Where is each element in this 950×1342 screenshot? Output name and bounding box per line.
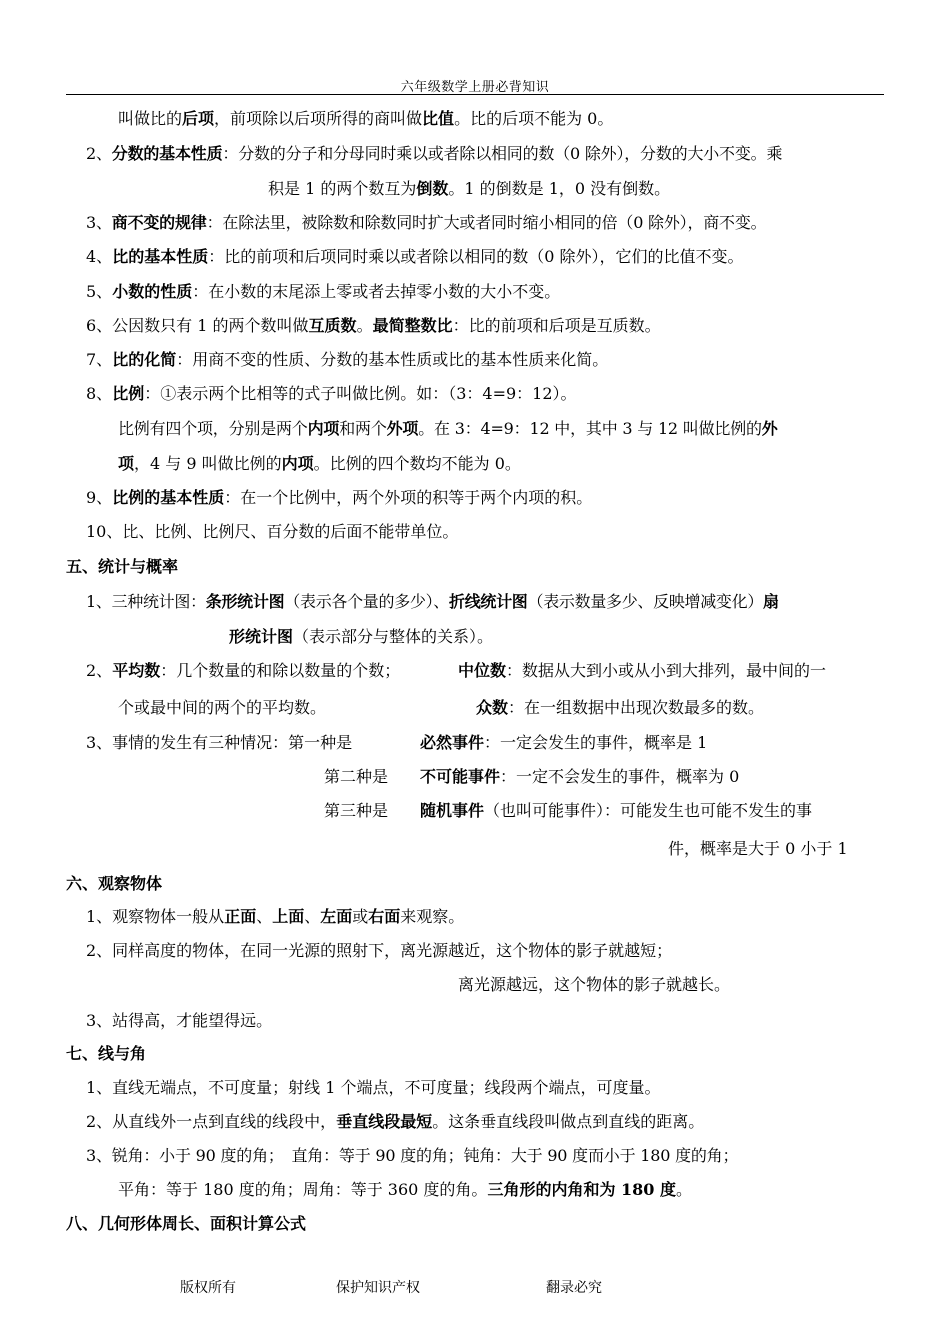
section-heading: 五、统计与概率 [66, 557, 179, 576]
bold-term: 后项 [182, 109, 215, 128]
text-run: ，前项除以后项所得的商叫做 [214, 109, 423, 128]
text-run: ：在小数的末尾添上零或者去掉零小数的大小不变。 [192, 282, 561, 301]
text-run: ：比的前项和后项同时乘以或者除以相同的数（0 除外），它们的比值不变。 [208, 247, 744, 266]
bold-term: 扇 [763, 592, 779, 611]
text-line [118, 418, 778, 440]
text-line [86, 487, 592, 509]
item-number: 2、 [86, 661, 113, 680]
text-line [118, 697, 326, 719]
text-run: 3、锐角：小于 90 度的角； 直角：等于 90 度的角；钝角：大于 90 度而小于 180 度的角； [86, 1146, 739, 1165]
text-run: ：在一个比例中，两个外项的积等于两个内项的积。 [224, 488, 593, 507]
text-run: ：用商不变的性质、分数的基本性质或比的基本性质来化简。 [176, 350, 609, 369]
text-run: 。 [675, 1180, 692, 1199]
text-line [86, 315, 661, 337]
bold-term: 比例的基本性质 [112, 488, 225, 507]
text-line [86, 521, 458, 543]
bold-term: 互质数 [308, 316, 357, 335]
text-line [118, 453, 521, 475]
text-line [420, 732, 707, 754]
header-rule [66, 94, 884, 95]
text-run: 。这条垂直线段叫做点到直线的距离。 [432, 1112, 705, 1131]
text-line [420, 800, 812, 822]
text-run: 第二种是 [324, 767, 389, 786]
text-run: ：一定会发生的事件，概率是 1 [484, 733, 708, 752]
page-header-title: 六年级数学上册必背知识 [400, 80, 550, 95]
text-run: 第三种是 [324, 801, 389, 820]
item-number: 9、 [86, 488, 113, 507]
footer-reproduction-notice: 翻录必究 [546, 1280, 602, 1296]
text-run: 2、从直线外一点到直线的线段中， [86, 1112, 337, 1131]
text-line [118, 108, 613, 130]
bold-term: 分数的基本性质 [111, 144, 223, 163]
text-run: 比例有四个项，分别是两个 [118, 419, 308, 438]
bold-term: 上面 [272, 907, 305, 926]
bold-term: 内项 [281, 454, 314, 473]
text-line [86, 246, 743, 268]
bold-term: 垂直线段最短 [336, 1112, 433, 1131]
text-line [86, 1145, 738, 1167]
text-line [420, 766, 739, 788]
text-run: 10、比、比例、比例尺、百分数的后面不能带单位。 [86, 522, 459, 541]
text-run: 6、公因数只有 1 的两个数叫做 [86, 316, 309, 335]
text-run: 3、站得高，才能望得远。 [86, 1011, 273, 1030]
text-run: ：比的前项和后项是互质数。 [452, 316, 661, 335]
text-run: 。在 3：4=9：12 中，其中 3 与 12 叫做比例的 [418, 419, 762, 438]
footer-ip-notice: 保护知识产权 [336, 1280, 420, 1296]
bold-term: 商不变的规律 [111, 213, 207, 232]
bold-term: 比值 [422, 109, 455, 128]
text-run: 件，概率是大于 0 小于 1 [668, 839, 848, 858]
text-line [86, 1010, 272, 1032]
bold-term: 最简整数比 [372, 316, 453, 335]
section-heading: 六、观察物体 [66, 874, 163, 893]
bold-term: 倒数 [416, 179, 449, 198]
text-run: 、 [256, 907, 273, 926]
text-run: ：分数的分子和分母同时乘以或者除以相同的数（0 除外），分数的大小不变。乘 [222, 144, 783, 163]
text-run: （表示部分与整体的关系）。 [293, 627, 494, 646]
bold-term: 中位数 [458, 661, 507, 680]
text-line [86, 732, 352, 754]
text-line [324, 800, 388, 822]
bold-term: 条形统计图 [205, 592, 285, 611]
text-run: ：在除法里，被除数和除数同时扩大或者同时缩小相同的倍（0 除外），商不变。 [206, 213, 767, 232]
item-number: 3、 [86, 213, 112, 232]
text-line [458, 660, 826, 682]
text-run: 积是 1 的两个数互为 [268, 179, 417, 198]
text-line [229, 626, 493, 648]
section-heading: 八、几何形体周长、面积计算公式 [66, 1214, 307, 1233]
text-run: ：几个数量的和除以数量的个数； [160, 661, 401, 680]
bold-term: 正面 [224, 907, 257, 926]
text-run: 和两个 [339, 419, 387, 438]
text-run: 1、直线无端点，不可度量；射线 1 个端点，不可度量；线段两个端点，可度量。 [86, 1078, 661, 1097]
text-run: 1、三种统计图： [86, 592, 206, 611]
text-line [86, 212, 766, 234]
bold-term: 随机事件 [420, 801, 485, 820]
text-line [86, 1111, 704, 1133]
text-run: ：数据从大到小或从小到大排列，最中间的一 [506, 661, 827, 680]
bold-term: 必然事件 [420, 733, 485, 752]
bold-term: 外 [761, 419, 778, 438]
text-line [86, 591, 779, 613]
text-run: （表示各个量的多少）、 [284, 592, 449, 611]
bold-term: 比例 [112, 384, 145, 403]
item-number: 5、 [86, 282, 113, 301]
text-run: 平角：等于 180 度的角；周角：等于 360 度的角。 [118, 1180, 488, 1199]
text-run: ：在一组数据中出现次数最多的数。 [508, 698, 765, 717]
text-line [458, 974, 730, 996]
bold-term: 外项 [386, 419, 419, 438]
text-line [86, 143, 782, 165]
text-line [86, 281, 560, 303]
text-line [86, 1077, 661, 1099]
item-number: 7、 [86, 350, 113, 369]
item-number: 2、 [86, 144, 112, 163]
bold-term: 项 [118, 454, 135, 473]
item-number: 4、 [86, 247, 113, 266]
text-line [86, 349, 608, 371]
text-run: 或 [352, 907, 369, 926]
bold-term: 平均数 [112, 661, 161, 680]
text-run: （表示数量多少、反映增减变化） [527, 592, 764, 611]
text-line [668, 838, 848, 860]
text-run: 。比例的四个数均不能为 0。 [313, 454, 521, 473]
bold-term: 左面 [320, 907, 353, 926]
text-run: 离光源越远，这个物体的影子就越长。 [458, 975, 731, 994]
text-line [86, 383, 577, 405]
text-run: 1、观察物体一般从 [86, 907, 225, 926]
text-line [324, 766, 388, 788]
bold-term: 小数的性质 [112, 282, 193, 301]
bold-term: 众数 [476, 698, 509, 717]
text-line [118, 1179, 692, 1201]
text-run: 、 [304, 907, 321, 926]
bold-term: 三角形的内角和为 180 度 [487, 1180, 676, 1199]
bold-term: 比的化简 [112, 350, 177, 369]
text-run: 2、同样高度的物体，在同一光源的照射下，离光源越近，这个物体的影子就越短； [86, 941, 673, 960]
text-line [86, 906, 464, 928]
text-line [476, 697, 764, 719]
text-run: ：一定不会发生的事件，概率为 0 [500, 767, 740, 786]
text-run: ，4 与 9 叫做比例的 [134, 454, 282, 473]
text-run: 叫做比的 [118, 109, 183, 128]
text-line [86, 660, 400, 682]
bold-term: 比的基本性质 [112, 247, 209, 266]
text-run: （也叫可能事件）：可能发生也可能不发生的事 [484, 801, 813, 820]
text-run: 3、事情的发生有三种情况：第一种是 [86, 733, 353, 752]
footer-copyright: 版权所有 [180, 1280, 236, 1296]
text-run: 。 [356, 316, 373, 335]
item-number: 8、 [86, 384, 113, 403]
text-line [268, 178, 670, 200]
bold-term: 折线统计图 [449, 592, 528, 611]
text-run: 来观察。 [400, 907, 465, 926]
bold-term: 不可能事件 [420, 767, 501, 786]
text-run: 。比的后项不能为 0。 [454, 109, 614, 128]
bold-term: 内项 [307, 419, 340, 438]
text-run: ：①表示两个比相等的式子叫做比例。如：（3：4=9：12）。 [144, 384, 577, 403]
text-run: 个或最中间的两个的平均数。 [118, 698, 327, 717]
bold-term: 右面 [368, 907, 401, 926]
text-run: 。1 的倒数是 1，0 没有倒数。 [448, 179, 671, 198]
section-heading: 七、线与角 [66, 1044, 147, 1063]
bold-term: 形统计图 [229, 627, 294, 646]
text-line [86, 940, 672, 962]
